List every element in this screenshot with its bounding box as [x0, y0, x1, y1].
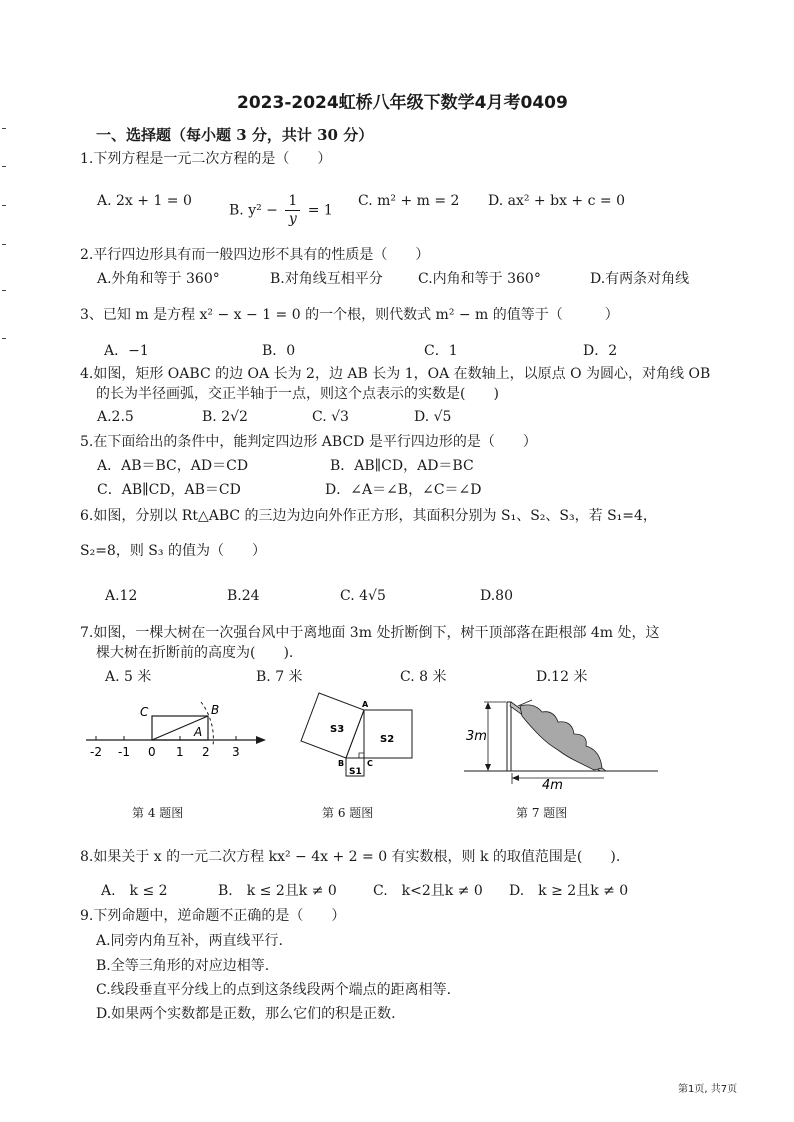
question-4-option-b: B. 2√2: [202, 409, 248, 425]
figure-4-number-line: [80, 694, 272, 790]
margin-mark: [2, 166, 6, 167]
tick-label: 3: [232, 745, 240, 759]
question-3-option-b: B．0: [262, 343, 296, 359]
question-5-option-b: B．AB∥CD，AD＝BC: [330, 458, 474, 474]
question-7-line-2: 棵大树在折断前的高度为( ).: [96, 645, 294, 661]
tick-label: 1: [176, 745, 184, 759]
s3-label: S3: [330, 724, 345, 735]
question-6-line-2: S₂=8，则 S₃ 的值为（ ）: [80, 543, 266, 559]
tree-trunk: [507, 702, 511, 771]
figure-6-caption: 第 6 题图: [322, 806, 374, 820]
question-3-stem: 3、已知 m 是方程 x² − x − 1 = 0 的一个根，则代数式 m² − m 的值等于（ ）: [80, 307, 619, 323]
margin-mark: [2, 338, 6, 339]
question-1-option-c: C. m² + m = 2: [358, 193, 460, 209]
fraction-numerator: 1: [285, 193, 300, 211]
margin-mark: [2, 205, 6, 206]
question-4-option-c: C. √3: [312, 409, 349, 425]
s1-label: S1: [349, 767, 362, 777]
question-5-option-c: C．AB∥CD，AB＝CD: [97, 482, 241, 498]
question-1-option-a: A. 2x + 1 = 0: [97, 193, 192, 209]
question-9-option-c: C.线段垂直平分线上的点到这条线段两个端点的距离相等.: [96, 982, 452, 998]
point-b-label: B: [211, 703, 220, 717]
question-2-option-d: D.有两条对角线: [590, 271, 690, 287]
question-3-option-c: C．1: [424, 343, 458, 359]
right-angle-mark: [359, 753, 364, 758]
tick-label: 2: [202, 745, 210, 759]
question-9-option-b: B.全等三角形的对应边相等.: [96, 958, 270, 974]
question-9-stem: 9.下列命题中，逆命题不正确的是（ ）: [80, 908, 346, 924]
question-5-option-a: A．AB＝BC，AD＝CD: [97, 458, 249, 474]
question-3-option-a: A．−1: [104, 343, 149, 359]
question-6-option-a: A.12: [105, 588, 138, 604]
dimension-arrow: [485, 764, 491, 771]
question-7-line-1: 7.如图，一棵大树在一次强台风中于离地面 3m 处折断倒下，树干顶部落在距根部 4m 处，这: [80, 625, 660, 641]
question-6-option-b: B.24: [227, 588, 260, 604]
tick-label: -1: [118, 745, 130, 759]
question-8-option-d: D. k ≥ 2且k ≠ 0: [509, 883, 629, 899]
figure-7-caption: 第 7 题图: [516, 806, 568, 820]
question-4-option-d: D. √5: [414, 409, 452, 425]
vertex-a-label: A: [362, 700, 369, 709]
question-4-option-a: A.2.5: [97, 409, 134, 425]
width-label: 4m: [542, 778, 563, 793]
axis-arrow: [256, 736, 266, 744]
height-label: 3m: [466, 729, 487, 744]
point-a-label: A: [194, 725, 203, 739]
s2-label: S2: [380, 734, 395, 745]
question-9-option-d: D.如果两个实数都是正数，那么它们的积是正数.: [96, 1006, 396, 1022]
question-8-option-c: C. k<2且k ≠ 0: [373, 883, 483, 899]
tick-label: 0: [148, 745, 156, 759]
vertex-b-label: B: [338, 759, 345, 768]
dimension-arrow: [485, 702, 491, 709]
margin-mark: [2, 244, 6, 245]
question-7-option-d: D.12 米: [536, 669, 588, 685]
question-7-option-c: C. 8 米: [400, 669, 447, 685]
question-7-option-b: B. 7 米: [256, 669, 303, 685]
question-4-line-1: 4.如图，矩形 OABC 的边 OA 长为 2，边 AB 长为 1，OA 在数轴上，以原点 O 为圆心，对角线 OB: [80, 366, 711, 382]
question-3-option-d: D．2: [583, 343, 618, 359]
question-8-option-b: B. k ≤ 2且k ≠ 0: [218, 883, 337, 899]
question-6-line-1: 6.如图，分别以 Rt△ABC 的三边为边向外作正方形，其面积分别为 S₁、S₂、S₃，若 S₁=4，: [80, 508, 657, 524]
question-2-option-c: C.内角和等于 360°: [418, 271, 541, 287]
question-4-line-2: 的长为半径画弧，交正半轴于一点，则这个点表示的实数是( ): [96, 386, 499, 402]
figure-4-caption: 第 4 题图: [132, 806, 184, 820]
dimension-arrow: [512, 775, 519, 781]
fraction: [285, 193, 300, 228]
tick-label: -2: [90, 745, 102, 759]
question-5-stem: 5.在下面给出的条件中，能判定四边形 ABCD 是平行四边形的是（ ）: [80, 434, 537, 450]
question-8-option-a: A. k ≤ 2: [101, 883, 168, 899]
section-heading: 一、选择题（每小题 3 分，共计 30 分）: [96, 126, 374, 144]
question-2-option-b: B.对角线互相平分: [270, 271, 383, 287]
question-5-option-d: D．∠A＝∠B，∠C＝∠D: [325, 482, 482, 498]
question-7-option-a: A. 5 米: [105, 669, 152, 685]
option-b-lead: B. y² −: [229, 202, 278, 219]
question-1-option-b: [229, 193, 333, 228]
point-c-label: C: [140, 705, 149, 719]
fraction-denominator: y: [288, 211, 297, 227]
question-6-option-d: D.80: [480, 588, 513, 604]
vertex-c-label: C: [367, 759, 373, 768]
question-1-stem: 1.下列方程是一元二次方程的是（ ）: [80, 151, 332, 167]
question-8-stem: 8.如果关于 x 的一元二次方程 kx² − 4x + 2 = 0 有实数根，则 k 的取值范围是( ).: [80, 849, 621, 865]
figure-7-broken-tree: [462, 690, 658, 794]
option-b-tail: = 1: [307, 202, 333, 219]
question-2-stem: 2.平行四边形具有而一般四边形不具有的性质是（ ）: [80, 247, 430, 263]
margin-mark: [2, 290, 6, 291]
margin-mark: [2, 128, 6, 129]
question-1-option-d: D. ax² + bx + c = 0: [488, 193, 625, 209]
question-6-option-c: C. 4√5: [340, 588, 386, 604]
question-9-option-a: A.同旁内角互补，两直线平行.: [96, 933, 284, 949]
figure-6-squares: [296, 690, 420, 788]
tree-crown: [520, 705, 602, 770]
page-title: 2023-2024虹桥八年级下数学4月考0409: [237, 93, 568, 113]
page-number: 第1页, 共7页: [678, 1084, 738, 1095]
question-2-option-a: A.外角和等于 360°: [97, 271, 220, 287]
